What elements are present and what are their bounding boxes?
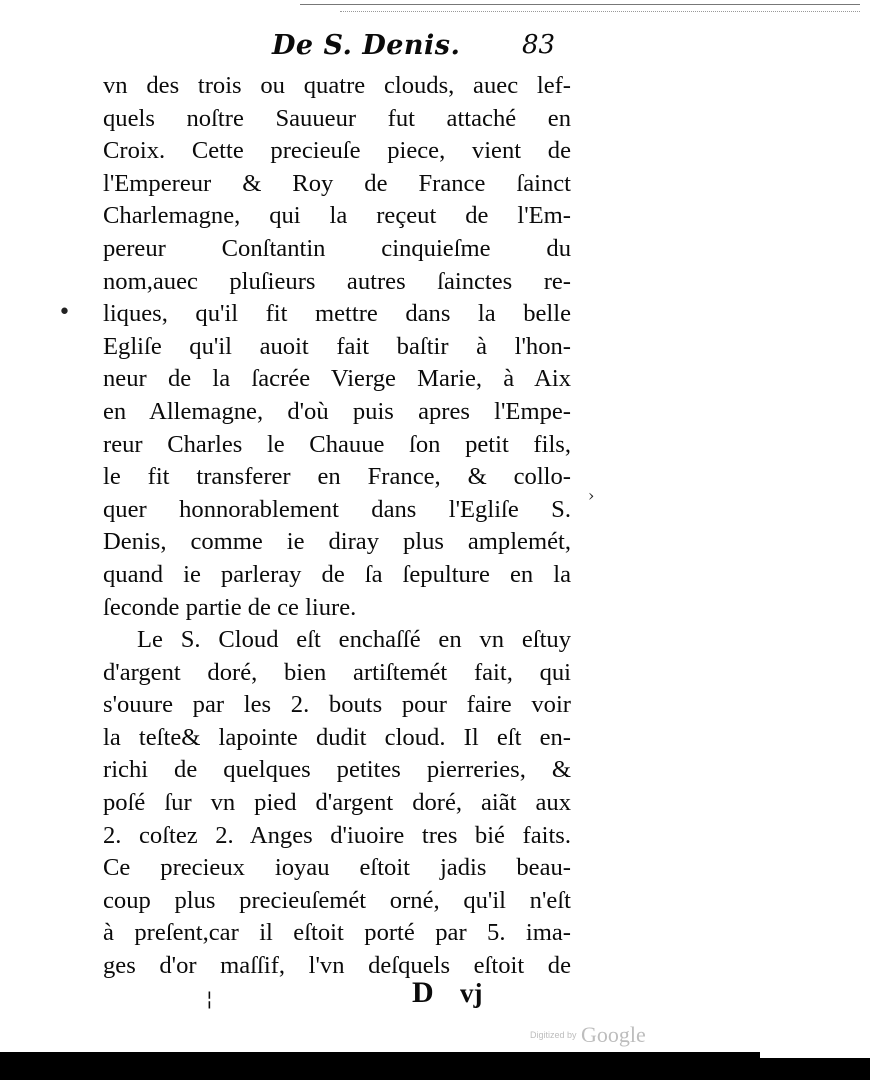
text-line-paragraph-start: Le S. Cloud eſt enchaſſé en vn eſtuy <box>137 626 571 654</box>
text-line: quels noſtre Sauueur fut attaché en <box>103 104 571 132</box>
catchword: vj <box>460 978 483 1008</box>
margin-speck: • <box>58 300 71 325</box>
text-line: en Allemagne, d'où puis apres l'Empe- <box>103 397 571 425</box>
digitization-watermark <box>530 1022 646 1048</box>
page-top-edge <box>300 4 860 19</box>
text-line: ges d'or maſſif, l'vn deſquels eſtoit de <box>103 952 571 980</box>
text-line: vn des trois ou quatre clouds, auec lef- <box>103 72 571 99</box>
text-line: s'ouure par les 2. bouts pour faire voir <box>103 691 571 719</box>
text-line: neur de la ſacrée Vierge Marie, à Aix <box>103 365 571 393</box>
text-line: richi de quelques petites pierreries, & <box>103 756 571 784</box>
text-line: Ce precieux ioyau eſtoit jadis beau- <box>103 854 571 882</box>
text-line-paragraph-end: ſeconde partie de ce liure. <box>103 593 357 621</box>
page-header <box>240 28 570 68</box>
text-line: quand ie parleray de ſa ſepulture en la <box>103 560 571 588</box>
text-line: Egliſe qu'il auoit fait baſtir à l'hon- <box>103 332 571 360</box>
text-line: Denis, comme ie diray plus amplemét, <box>103 528 571 556</box>
text-line: le fit transferer en France, & collo- <box>103 463 571 491</box>
text-line: d'argent doré, bien artiſtemét fait, qui <box>103 658 571 686</box>
body-text <box>103 70 571 983</box>
text-line: reur Charles le Chauue ſon petit fils, <box>103 430 571 458</box>
text-line: la teſte& lapointe dudit cloud. Il eſt en- <box>103 723 571 751</box>
text-line: 2. coſtez 2. Anges d'iuoire tres bié faits. <box>103 821 571 849</box>
text-line: à preſent,car il eſtoit porté par 5. ima- <box>103 919 571 947</box>
margin-speck: › <box>588 486 595 505</box>
text-line: coup plus precieuſemét orné, qu'il n'eſt <box>103 886 571 914</box>
footer-speck: ¦ <box>206 986 213 1010</box>
scan-bottom-edge <box>0 1052 760 1080</box>
text-line: l'Empereur & Roy de France ſainct <box>103 169 571 197</box>
text-line: quer honnorablement dans l'Egliſe S. <box>103 495 571 523</box>
running-head: De S. Denis. <box>272 30 461 61</box>
signature-mark: D <box>412 976 434 1009</box>
text-line: Charlemagne, qui la reçeut de l'Em- <box>103 202 571 230</box>
text-line: nom,auec pluſieurs autres ſainctes re- <box>103 267 571 295</box>
page-number: 83 <box>522 30 556 60</box>
text-line: poſé ſur vn pied d'argent doré, aiãt aux <box>103 789 571 817</box>
text-line: Croix. Cette precieuſe piece, vient de <box>103 137 571 165</box>
watermark-prefix: Digitized by <box>530 1030 577 1040</box>
watermark-brand: Google <box>580 1022 646 1047</box>
text-line: liques, qu'il fit mettre dans la belle <box>103 300 571 328</box>
text-line: pereur Conſtantin cinquieſme du <box>103 234 571 262</box>
